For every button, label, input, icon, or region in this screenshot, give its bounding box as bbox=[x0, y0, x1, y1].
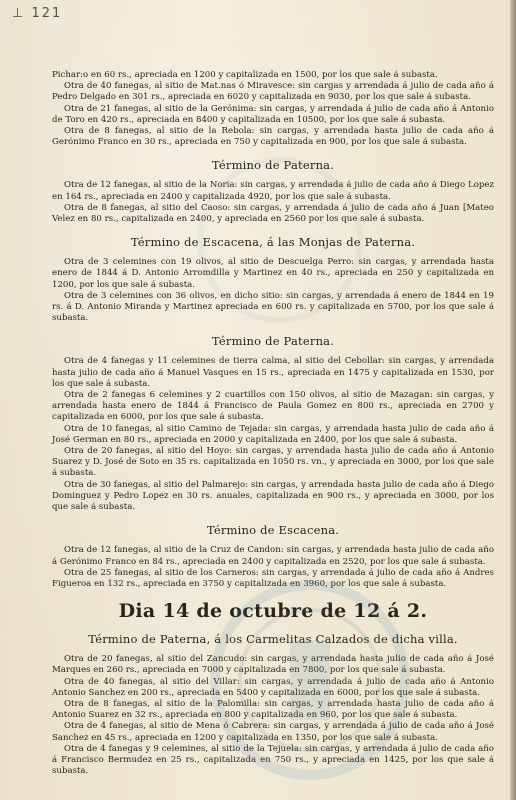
intro-paragraph: Otra de 40 fanegas, al sitio de Mat.nas ó Miravesce: sin cargas y arrendada á julio de cada año á Pedro Delgado en 301 rs., apreciada en 6020 y capitalizada en 9030, por los que sale á subasta. bbox=[52, 81, 494, 103]
section-escacena-monjas bbox=[52, 235, 494, 324]
section-title: Término de Escacena, á las Monjas de Paterna. bbox=[130, 235, 416, 250]
intro-block bbox=[52, 70, 494, 148]
section-paragraph: Otra de 12 fanegas, al sitio de la Noria: sin cargas, y arrendada á julio de cada año á Diego Lopez en 164 rs., apreciada en 2400 y capitalizada 4920, por los que sale á subasta. bbox=[52, 180, 494, 202]
section-paragraph: Otra de 20 fanegas, al sitio del Hoyo: sin cargas, y arrendada hasta julio de cada año á Antonio Suarez y D. José de Soto en 35 rs. capitalizada en 1050 rs. vn., y apreciada en 3000, por los que sale á subasta. bbox=[52, 446, 494, 479]
intro-paragraph: Otra de 8 fanegas, al sitio de la Rebola: sin cargas, y arrendada hasta julio de cada año á Gerónimo Franco en 30 rs., apreciada en 750 y capitalizada en 900, por los que sale á subasta. bbox=[52, 126, 494, 148]
section-paragraph: Otra de 40 fanegas, al sitio del Villar: sin cargas, y arrendada á julio de cada año á Antonio Antonio Sanchez en 200 rs., apreciada en 5400 y capitalizada en 6000, por los que sale á subasta. bbox=[52, 676, 494, 698]
section-paragraph: Otra de 20 fanegas, al sitio del Zancudo: sin cargas, y arrendada hasta julio de cada año á José Marques en 260 rs., apreciada en 7000 y capitalizada en 7800, por los que sale á subasta. bbox=[52, 654, 494, 676]
section-paragraph: Otra de 4 fanegas y 9 celemines, al sitio de la Tejuela: sin cargas, y arrendada á julio de cada año á Francisco Bermudez en 25 rs., capitalizada en 750 rs., y apreciada en 1425, por los que sale á subasta. bbox=[52, 743, 494, 777]
section-carmelitas bbox=[52, 632, 494, 777]
section-title: Término de Paterna. bbox=[211, 334, 335, 349]
section-paragraph: Otra de 8 fanegas, al sitio de la Palomilla: sin cargas, y arrendada hasta julio de cada año á Antonio Suarez en 32 rs., apreciada en 800 y capitalizada en 960, por los que sale á subasta. bbox=[52, 698, 494, 721]
section-paragraph: Otra de 10 fanegas, al sitio Camino de Tejada: sin cargas, y arrendada hasta julio de cada año á José German en 80 rs., apreciada en 2000 y capitalizada en 2400, por los que sale á subasta. bbox=[52, 423, 494, 445]
section-title: Término de Paterna. bbox=[211, 158, 335, 173]
section-escacena bbox=[52, 523, 494, 590]
section-title: Término de Paterna, á los Carmelitas Calzados de dicha villa. bbox=[88, 632, 458, 647]
section-title: Término de Escacena. bbox=[206, 523, 340, 538]
section-paterna-2 bbox=[52, 334, 494, 513]
intro-paragraph: Pichar:o en 60 rs., apreciada en 1200 y capitalizada en 1500, por los que sale á subasta. bbox=[52, 70, 438, 80]
section-paragraph: Otra de 12 fanegas, al sitio de la Cruz de Candon: sin cargas, y arrendada hasta julio de cada año á Gerónimo Franco en 84 rs., apreciada en 2400 y capitalizada en 2520, por los que sale á subasta. bbox=[52, 545, 494, 567]
intro-paragraph: Otra de 21 fanegas, al sitio de la Gerónima: sin cargas, y arrendada á julio de cada año á Antonio de Toro en 420 rs., apreciada en 8400 y capitalizada en 10500, por los que sale á subasta. bbox=[52, 103, 494, 125]
section-paragraph: Otra de 3 celemines con 19 olivos, al sitio de Descuelga Perro: sin cargas, y arrendada hasta enero de 1844 á D. Antonio Arromdilla y Martinez en 40 rs., apreciada en 250 y capitalizada en 1200, por los que sale á subasta. bbox=[52, 257, 494, 290]
section-paragraph: Otra de 3 celemines con 36 olivos, en dicho sitio: sin cargas, y arrendada á enero de 1844 en 19 rs. á D. Antonio Miranda y Martinez apreciada en 600 rs. y capitalizada en 5700, por los que sale á subasta. bbox=[52, 290, 494, 324]
day-heading: Dia 14 de octubre de 12 á 2. bbox=[118, 600, 428, 623]
section-paragraph: Otra de 30 fanegas, al sitio del Palmarejo: sin cargas, y arrendada hasta julio de cada año á Diego Dominguez y Pedro Lopez en 30 rs. anuales, capitalizada en 900 rs., y apreciada en 3000, por los que sale á subasta. bbox=[52, 479, 494, 513]
section-paragraph: Otra de 4 fanegas, al sitio de Mena ó Cabrera: sin cargas, y arrendada á julio de cada año á José Sanchez en 45 rs., apreciada en 1200 y capitalizada en 1350, por los que sale á subasta. bbox=[52, 721, 494, 743]
section-paterna-1 bbox=[52, 158, 494, 225]
section-paragraph: Otra de 2 fanegas 6 celemines y 2 cuartillos con 150 olivos, al sitio de Mazagan: sin cargas, y arrendada hasta enero de 1844 á Francisco de Paula Gomez en 800 rs., apreciada en 2700 y capitalizada en 6000, por los que sale á subasta. bbox=[52, 390, 494, 423]
page-spine-edge bbox=[510, 0, 516, 800]
section-paragraph: Otra de 4 fanegas y 11 celemines de tierra calma, al sitio del Cebollar: sin cargas, y arrendada hasta julio de cada año á Manuel Vasques en 15 rs., apreciada en 1475 y capitalizada en 1530, por los que sale á subasta. bbox=[52, 356, 494, 389]
section-paragraph: Otra de 8 fanegas, al sitio del Caoso: sin cargas, y arrendada á julio de cada año á Juan [Mateo Velez en 80 rs., capitalizada en 2400, y apreciada en 2560 por los que sale á subasta. bbox=[52, 202, 494, 225]
section-paragraph: Otra de 25 fanegas, al sitio de los Carneros: sin cargas, y arrendada á julio de cada año á Andres Figueroa en 132 rs., apreciada en 3750 y capitalizada en 3960, por los que sale á subasta. bbox=[52, 567, 494, 589]
archive-mark: ⊥ 121 bbox=[12, 6, 63, 21]
